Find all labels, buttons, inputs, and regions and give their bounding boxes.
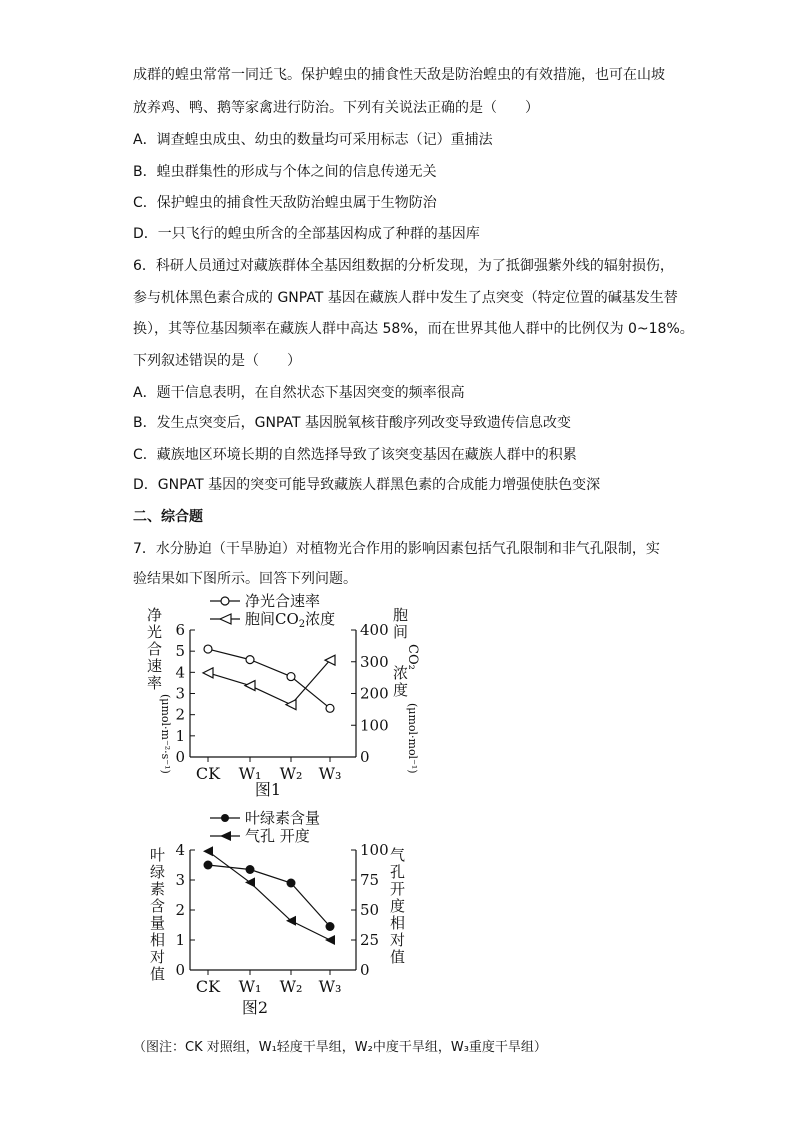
svg-text:绿: 绿 xyxy=(150,863,166,881)
svg-text:相: 相 xyxy=(390,914,406,932)
x-tick-label: W₁ xyxy=(238,977,262,996)
fig2-legend-series-1: 叶绿素含量 xyxy=(245,809,321,827)
svg-text:孔: 孔 xyxy=(390,863,406,881)
text-line: A．调查蝗虫成虫、幼虫的数量均可采用标志（记）重捕法 xyxy=(133,132,493,148)
text-line: B．发生点突变后，GNPAT 基因脱氧核苷酸序列改变导致遗传信息改变 xyxy=(133,415,571,431)
text-line: 换），其等位基因频率在藏族人群中高达 58%，而在世界其他人群中的比例仅为 0~18%。 xyxy=(133,321,694,337)
right-tick-label: 100 xyxy=(360,716,389,735)
fig1-legend-series-1: 净光合速率 xyxy=(245,592,321,610)
left-tick-label: 6 xyxy=(175,621,185,639)
right-tick-label: 75 xyxy=(360,871,380,889)
text-line: 放养鸡、鸭、鹅等家禽进行防治。下列有关说法正确的是（ ） xyxy=(133,100,539,116)
svg-text:含: 含 xyxy=(150,897,166,915)
right-tick-label: 0 xyxy=(360,961,370,979)
left-tick-label: 3 xyxy=(175,871,185,889)
legend-triangle-marker xyxy=(220,614,231,624)
figure-note: （图注：CK 对照组，W₁轻度干旱组，W₂中度干旱组，W₃重度干旱组） xyxy=(133,1040,547,1055)
right-tick-label: 200 xyxy=(360,684,389,703)
text-line: A．题干信息表明，在自然状态下基因突变的频率很高 xyxy=(133,385,465,401)
svg-text:素: 素 xyxy=(150,880,166,898)
left-tick-label: 4 xyxy=(175,663,185,682)
data-point-circle xyxy=(204,645,212,653)
text-line: 7．水分胁迫（干旱胁迫）对植物光合作用的影响因素包括气孔限制和非气孔限制，实 xyxy=(133,541,660,557)
svg-text:对: 对 xyxy=(150,948,166,966)
left-tick-label: 1 xyxy=(175,726,185,745)
right-tick-label: 100 xyxy=(360,841,389,859)
svg-text:CO₂: CO₂ xyxy=(405,644,420,670)
x-tick-label: W₁ xyxy=(238,764,262,783)
text-line: 下列叙述错误的是（ ） xyxy=(133,353,301,369)
right-tick-label: 0 xyxy=(360,748,370,766)
x-tick-label: W₂ xyxy=(279,764,303,783)
x-tick-label: CK xyxy=(195,977,221,996)
text-line: C．保护蝗虫的捕食性天敌防治蝗虫属于生物防治 xyxy=(133,195,437,211)
right-tick-label: 50 xyxy=(360,901,380,919)
chart-title: 图1 xyxy=(254,780,282,799)
fig2-legend-series-2: 气孔 开度 xyxy=(245,827,310,845)
text-line: 6．科研人员通过对藏族群体全基因组数据的分析发现，为了抵御强紫外线的辐射损伤， xyxy=(133,258,674,274)
section-heading: 二、综合题 xyxy=(133,509,203,525)
left-tick-label: 0 xyxy=(175,748,185,766)
data-point-circle xyxy=(287,673,295,681)
x-tick-label: W₂ xyxy=(279,977,303,996)
svg-text:间: 间 xyxy=(393,623,409,641)
data-point-circle xyxy=(246,656,254,664)
text-line: D．一只飞行的蝗虫所含的全部基因构成了种群的基因库 xyxy=(133,226,480,242)
chart-title: 图2 xyxy=(241,998,269,1017)
svg-text:对: 对 xyxy=(390,931,406,949)
fig1-ylabel-left xyxy=(147,606,172,774)
text-line: 参与机体黑色素合成的 GNPAT 基因在藏族人群中发生了点突变（特定位置的碱基发生替 xyxy=(133,290,678,306)
right-tick-label: 400 xyxy=(360,621,389,639)
x-tick-label: W₃ xyxy=(318,764,342,783)
x-tick-label: W₃ xyxy=(318,977,342,996)
left-tick-label: 2 xyxy=(175,901,185,919)
fig1-legend-series-2: 胞间$CO_2$浓度 xyxy=(245,610,336,630)
left-tick-label: 4 xyxy=(175,841,185,859)
data-point-circle xyxy=(326,704,334,712)
svg-text:相: 相 xyxy=(150,931,166,949)
svg-text:值: 值 xyxy=(150,965,166,983)
svg-text:度: 度 xyxy=(393,681,409,699)
text-line: B．蝗虫群集性的形成与个体之间的信息传递无关 xyxy=(133,164,437,180)
right-tick-label: 25 xyxy=(360,931,380,949)
data-point-triangle xyxy=(286,700,296,710)
left-tick-label: 2 xyxy=(175,705,185,724)
svg-text:开: 开 xyxy=(390,880,406,898)
series-line-2 xyxy=(208,660,330,704)
svg-text:(μmol·mol⁻¹): (μmol·mol⁻¹) xyxy=(406,703,419,774)
left-tick-label: 0 xyxy=(175,961,185,979)
legend-circle-marker xyxy=(221,597,229,605)
left-tick-label: 3 xyxy=(175,684,185,703)
svg-text:量: 量 xyxy=(150,914,166,932)
svg-text:合: 合 xyxy=(147,640,163,658)
svg-text:速: 速 xyxy=(147,657,163,675)
svg-text:净: 净 xyxy=(147,606,163,624)
svg-text:(μmol·m⁻²·s⁻¹): (μmol·m⁻²·s⁻¹) xyxy=(159,694,172,774)
svg-text:叶: 叶 xyxy=(150,846,166,864)
x-tick-label: CK xyxy=(195,764,221,783)
left-tick-label: 1 xyxy=(175,931,185,949)
data-point-triangle xyxy=(203,668,213,678)
text-line: 验结果如下图所示。回答下列问题。 xyxy=(133,571,357,587)
left-tick-label: 5 xyxy=(175,642,185,661)
text-line: D．GNPAT 基因的突变可能导致藏族人群黑色素的合成能力增强使肤色变深 xyxy=(133,477,601,493)
data-point-triangle xyxy=(245,681,255,691)
right-tick-label: 300 xyxy=(360,652,389,671)
svg-text:气: 气 xyxy=(390,846,406,864)
svg-text:度: 度 xyxy=(390,897,406,915)
fig1-ylabel-right xyxy=(393,606,420,774)
svg-text:率: 率 xyxy=(147,674,163,692)
text-line: C．藏族地区环境长期的自然选择导致了该突变基因在藏族人群中的积累 xyxy=(133,447,577,463)
fig1-legend xyxy=(210,592,335,630)
svg-text:浓: 浓 xyxy=(393,664,409,682)
fig1-plot-area xyxy=(175,621,388,799)
text-line: 成群的蝗虫常常一同迁飞。保护蝗虫的捕食性天敌是防治蝗虫的有效措施，也可在山坡 xyxy=(133,67,665,83)
svg-text:光: 光 xyxy=(147,623,163,641)
svg-text:值: 值 xyxy=(390,948,406,966)
svg-text:胞: 胞 xyxy=(393,606,409,624)
